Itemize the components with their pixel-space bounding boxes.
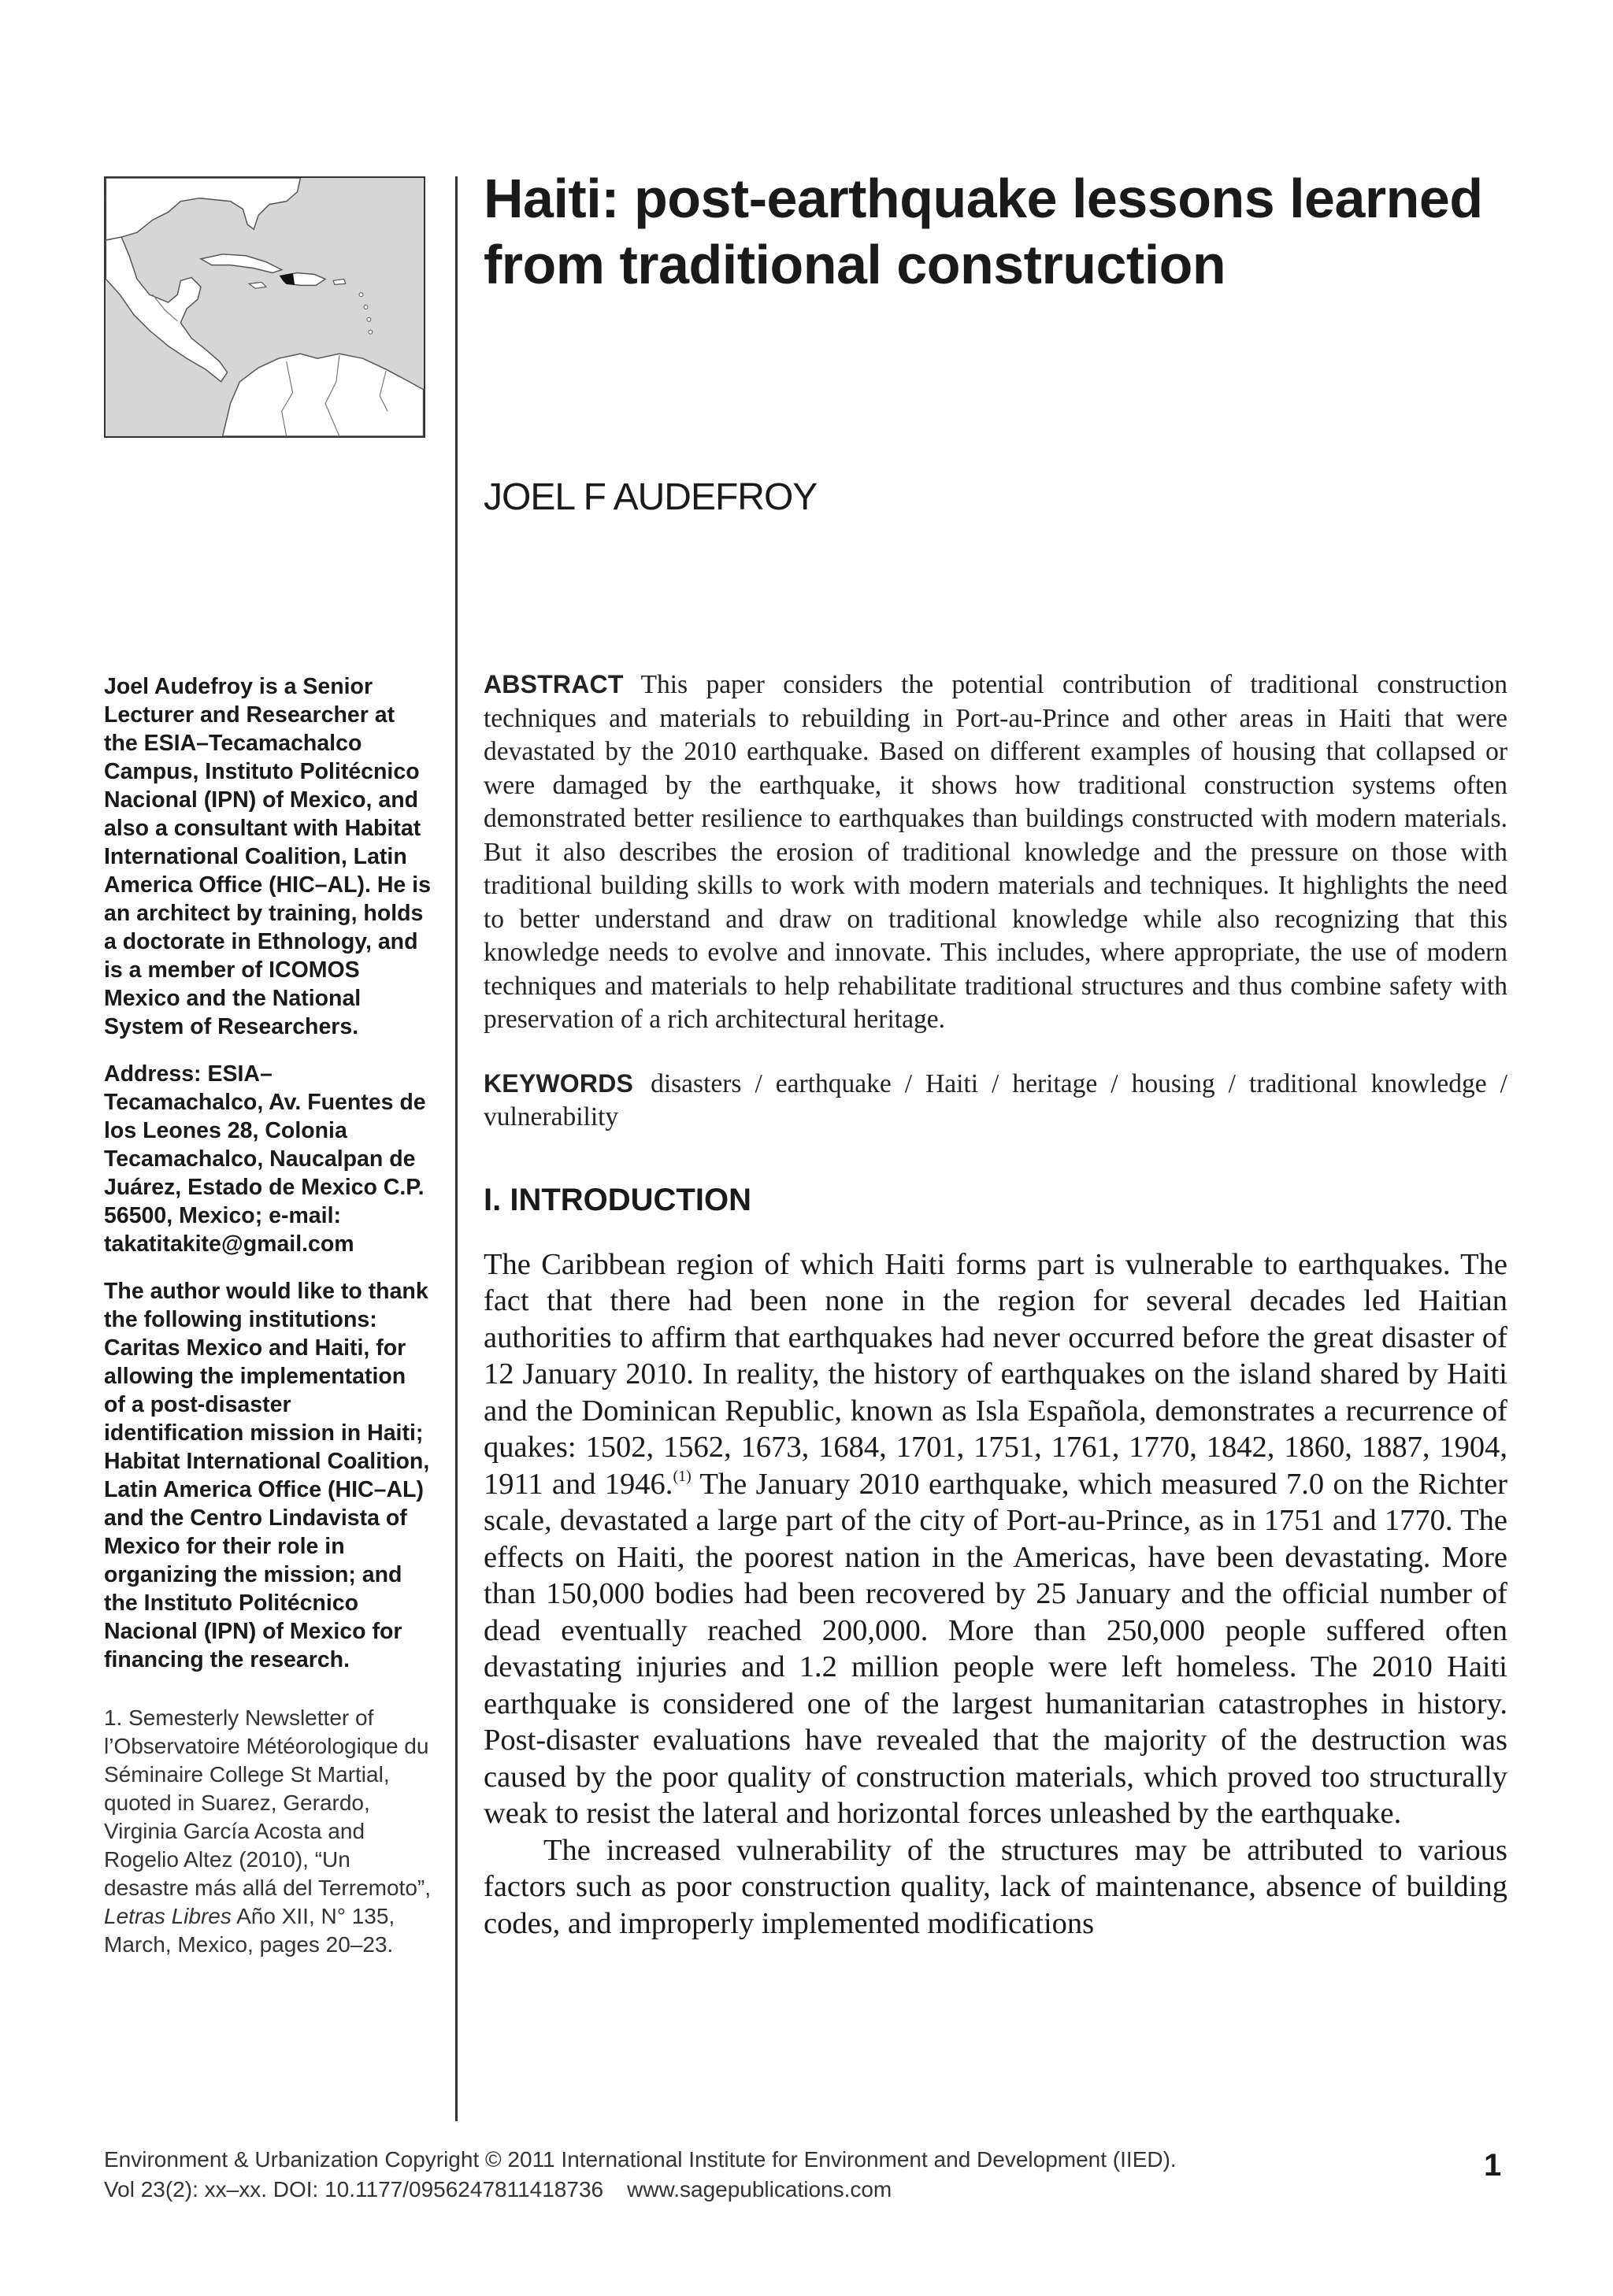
main-column — [484, 668, 1507, 1942]
keywords-heading: KEYWORDS — [484, 1068, 634, 1098]
keywords — [484, 1067, 1507, 1135]
footnote-1-text: 1. Semesterly Newsletter of l’Observatoire Météorologique du Séminaire College St Martial, quoted in Suarez, Gerardo, Virginia García Acosta and Rogelio Altez (2010), “Un desastre más allá del Terremoto”, — [104, 1705, 431, 1900]
abstract — [484, 668, 1507, 1037]
keywords-text: disasters / earthquake / Haiti / heritage / housing / traditional knowledge / vulnerability — [484, 1068, 1507, 1131]
footnote-reference[interactable]: (1) — [673, 1467, 692, 1485]
intro-paragraph-2: The increased vulnerability of the structures may be attributed to various factors such as poor construction quality, lack of maintenance, absence of building codes, and improperly implemented modifications — [484, 1833, 1507, 1940]
footer-doi: Vol 23(2): xx–xx. DOI: 10.1177/0956247811418736 — [104, 2177, 604, 2202]
author-address: Address: ESIA–Tecamachalco, Av. Fuentes de los Leones 28, Colonia Tecamachalco, Naucalpan de Juárez, Estado de Mexico C.P. 56500, Mexico; e-mail: takatitakite@gmail.com — [104, 1061, 426, 1257]
column-divider — [455, 176, 458, 2121]
abstract-heading: ABSTRACT — [484, 670, 624, 698]
page-footer — [104, 2145, 1522, 2205]
intro-p1-part-a: The Caribbean region of which Haiti forms part is vulnerable to earthquakes. The fact that there had been none in the region for several decades led Haitian authorities to affirm that earthquakes had never occurred before the great disaster of 12 January 2010. In reality, the history of earthquakes on the island shared by Haiti and the Dominican Republic, known as Isla Española, demonstrates a recurrence of quakes: 1502, 1562, 1673, 1684, 1701, 1751, 1761, 1770, 1842, 1860, 1887, 1904, 1911 and 1946. — [484, 1247, 1507, 1501]
title-line-1: Haiti: post-earthquake lessons learned — [484, 168, 1483, 229]
caribbean-map-graphic — [106, 178, 424, 436]
locator-map — [104, 176, 425, 438]
abstract-text: This paper considers the potential contribution of traditional construction techniques and materials to rebuilding in Port-au-Prince and other areas in Haiti that were devastated by the 2010 earthquake. Based on different examples of housing that collapsed or were damaged by the earthquake, it shows how traditional construction systems often demonstrated better resilience to earthquakes than buildings constructed with modern materials. But it also describes the erosion of traditional knowledge and the pressure on those with traditional building skills to work with modern materials and techniques. It highlights the need to better understand and draw on traditional knowledge while also recognizing that this knowledge needs to evolve and innovate. This includes, where appropriate, the use of modern techniques and materials to help rehabilitate traditional structures and thus combine safety with preservation of a rich architectural heritage. — [484, 670, 1507, 1034]
footer-website-link[interactable]: www.sagepublications.com — [627, 2177, 892, 2202]
footer-copyright: Environment & Urbanization Copyright © 2011 International Institute for Environment and Development (IIED). — [104, 2147, 1177, 2172]
author-sidebar — [104, 672, 432, 1959]
section-heading-introduction: I. INTRODUCTION — [484, 1182, 751, 1217]
footnote-1-journal: Letras Libres — [104, 1904, 232, 1928]
page-number: 1 — [1484, 2148, 1502, 2183]
title-line-2: from traditional construction — [484, 234, 1226, 295]
footnote-1 — [104, 1704, 432, 1959]
intro-p1-part-b: The January 2010 earthquake, which measured 7.0 on the Richter scale, devastated a large part of the city of Port-au-Prince, as in 1751 and 1770. The effects on Haiti, the poorest nation in the Americas, have been devastating. More than 150,000 bodies had been recovered by 25 January and the official number of dead eventually reached 200,000. More than 250,000 people suffered often devastating injuries and 1.2 million people were left homeless. The 2010 Haiti earthquake is considered one of the largest humanitarian catastrophes in history. Post-disaster evaluations have revealed that the majority of the destruction was caused by the poor quality of construction materials, which proved too structurally weak to resist the lateral and horizontal forces unleashed by the earthquake. — [484, 1467, 1507, 1830]
author-bio: Joel Audefroy is a Senior Lecturer and Researcher at the ESIA–Tecamachalco Campus, Instituto Politécnico Nacional (IPN) of Mexico, and also a consultant with Habitat International Coalition, Latin America Office (HIC–AL). He is an architect by training, holds a doctorate in Ethnology, and is a member of ICOMOS Mexico and the National System of Researchers. — [104, 674, 431, 1039]
acknowledgements: The author would like to thank the following institutions: Caritas Mexico and Haiti, for allowing the implementation of a post-disaster identification mission in Haiti; Habitat International Coalition, Latin America Office (HIC–AL) and the Centro Lindavista of Mexico for their role in organizing the mission; and the Instituto Politécnico Nacional (IPN) of Mexico for financing the research. — [104, 1279, 430, 1672]
footnote-1-details: Año XII, N° 135, March, Mexico, pages 20–23. — [104, 1904, 395, 1957]
footer-citation-row — [104, 2175, 1522, 2205]
intro-paragraph-1 — [484, 1246, 1507, 1832]
author-name: JOEL F AUDEFROY — [484, 476, 818, 518]
article-title — [484, 165, 1531, 298]
